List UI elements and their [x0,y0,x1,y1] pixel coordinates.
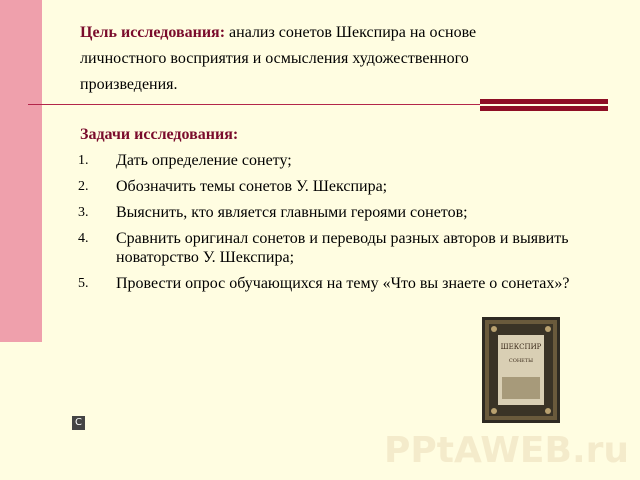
item-number: 1. [78,153,89,168]
list-item [78,151,578,170]
list-item [78,274,578,293]
pink-side-band [0,0,42,342]
book-panel-art [502,377,540,399]
item-text: Сравнить оригинал сонетов и переводы разных авторов и выявить новаторство У. Шекспира; [116,230,569,266]
item-number: 5. [78,276,89,291]
book-ornament [491,326,497,332]
research-goal [80,20,500,98]
sound-icon[interactable]: C [72,416,85,430]
book-subtitle: СОНЕТЫ [508,358,534,364]
book-ornament [545,326,551,332]
tasks-list [78,151,578,300]
item-text: Провести опрос обучающихся на тему «Что вы знаете о сонетах»? [116,275,570,292]
book-ornament [491,408,497,414]
item-text: Дать определение сонету; [116,152,292,169]
item-number: 3. [78,205,89,220]
watermark: PPtAWEB.ru [384,430,630,471]
item-number: 2. [78,179,89,194]
item-number: 4. [78,231,89,246]
list-item [78,229,578,267]
goal-text: анализ сонетов Шекспира на основе личностного восприятия и осмысления художественного произведения. [80,24,477,93]
book-ornament [545,408,551,414]
book-cover-image [482,317,560,423]
item-text: Выяснить, кто является главными героями сонетов; [116,204,468,221]
list-item [78,177,578,196]
divider-bar [480,99,608,111]
book-title: ШЕКСПИР [500,343,542,351]
list-item [78,203,578,222]
goal-label: Цель исследования: [80,24,226,41]
tasks-title: Задачи исследования: [80,126,239,143]
item-text: Обозначить темы сонетов У. Шекспира; [116,178,388,195]
